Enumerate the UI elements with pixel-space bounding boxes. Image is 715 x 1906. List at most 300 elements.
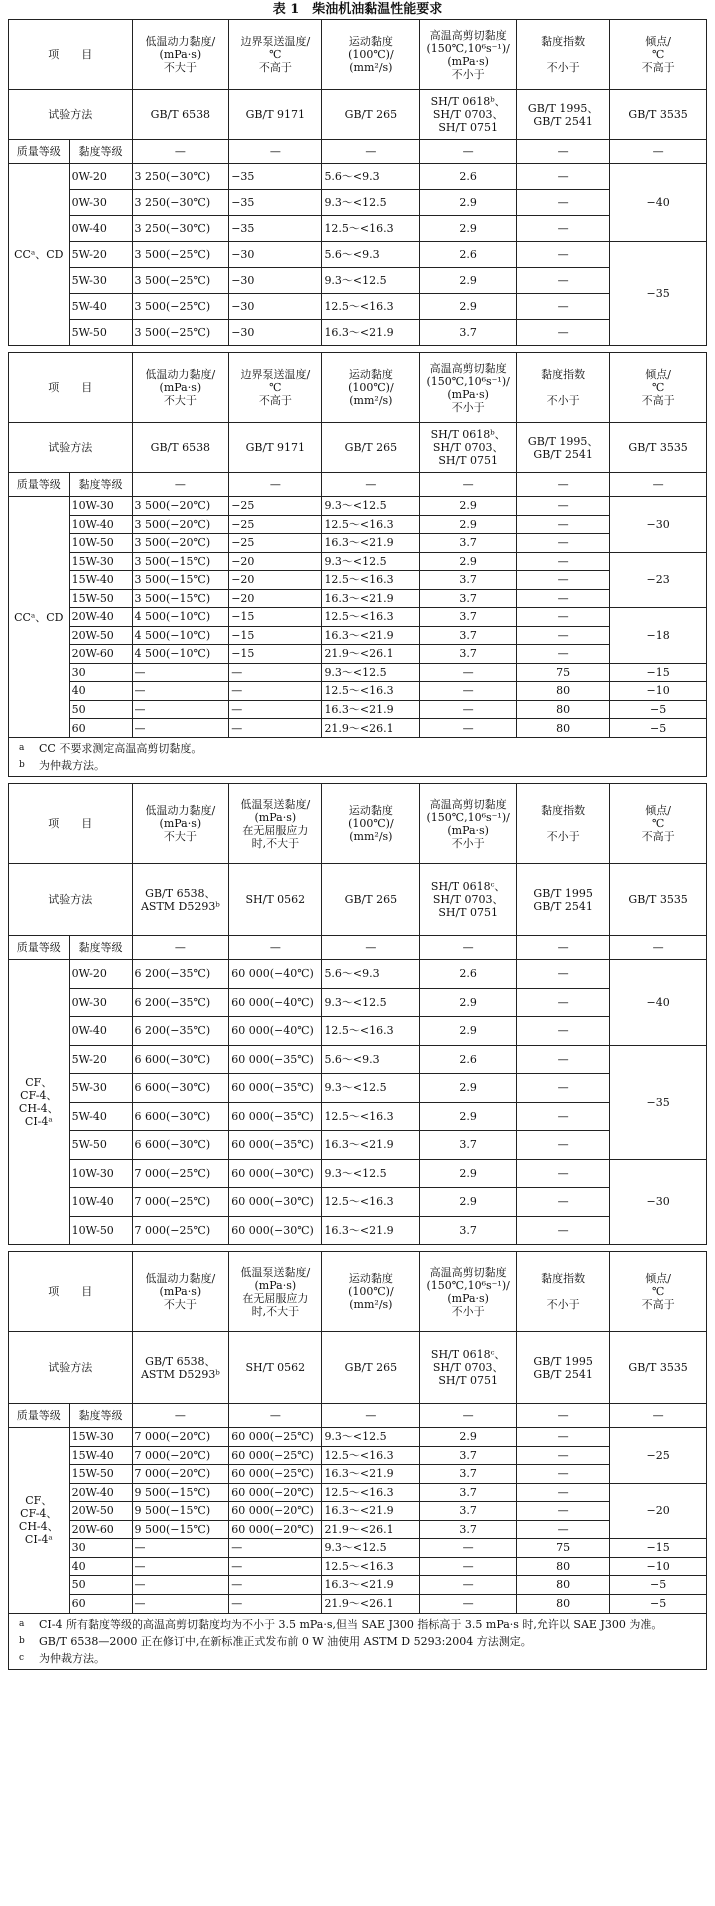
value-cell: 16.3～<21.9 (322, 1465, 420, 1484)
value-cell: 9 500(−15℃) (132, 1520, 229, 1539)
value-cell: — (517, 645, 610, 664)
value-cell: 3.7 (420, 1216, 517, 1245)
table-row (9, 1017, 707, 1046)
dash-cell: — (322, 140, 420, 164)
viscosity-grade-cell: 10W-30 (69, 1159, 132, 1188)
table-row (9, 1576, 707, 1595)
value-cell: 2.9 (420, 268, 517, 294)
table-row (9, 663, 707, 682)
method-cell: SH/T 0562 (229, 1332, 322, 1404)
footnote-text: 为仲裁方法。 (39, 1651, 105, 1665)
value-cell: 2.6 (420, 1045, 517, 1074)
quality-grade-cell: CCᵃ、CD (9, 497, 70, 738)
spec-table (8, 19, 707, 346)
value-cell: 16.3～<21.9 (322, 1502, 420, 1521)
value-cell: — (132, 1594, 229, 1613)
table-title: 表 1 柴油机油黏温性能要求 (272, 2, 443, 17)
value-cell: 3 250(−30℃) (132, 190, 229, 216)
value-cell: 2.9 (420, 1017, 517, 1046)
viscosity-grade-cell: 5W-50 (69, 1131, 132, 1160)
value-cell: 3 500(−25℃) (132, 294, 229, 320)
viscosity-grade-cell: 60 (69, 719, 132, 738)
value-cell: — (517, 1188, 610, 1217)
header-cell: 边界泵送温度/ ℃ 不高于 (229, 20, 322, 90)
value-cell: — (420, 1557, 517, 1576)
value-cell: 6 200(−35℃) (132, 988, 229, 1017)
header-cell: 高温高剪切黏度 (150℃,10⁶s⁻¹)/ (mPa·s) 不小于 (420, 20, 517, 90)
table-row (9, 497, 707, 516)
value-cell: 9.3～<12.5 (322, 552, 420, 571)
table-row (9, 1102, 707, 1131)
quality-grade-label: 质量等级 (9, 1404, 70, 1428)
value-cell: 60 000(−20℃) (229, 1520, 322, 1539)
spec-table (8, 1251, 707, 1614)
value-cell: 60 000(−40℃) (229, 960, 322, 989)
viscosity-grade-cell: 20W-50 (69, 626, 132, 645)
method-row (9, 1332, 707, 1404)
value-cell: — (517, 1483, 610, 1502)
table-row (9, 700, 707, 719)
value-cell: — (132, 1539, 229, 1558)
pour-point-cell: −5 (610, 719, 707, 738)
value-cell: 3.7 (420, 534, 517, 553)
footnotes (8, 1614, 707, 1670)
value-cell: — (517, 1502, 610, 1521)
method-cell: GB/T 3535 (610, 423, 707, 473)
value-cell: 7 000(−20℃) (132, 1446, 229, 1465)
value-cell: 60 000(−35℃) (229, 1131, 322, 1160)
value-cell: 80 (517, 719, 610, 738)
method-cell: GB/T 3535 (610, 1332, 707, 1404)
footnote (13, 1616, 702, 1633)
grade-label-row (9, 936, 707, 960)
value-cell: 75 (517, 1539, 610, 1558)
header-row (9, 784, 707, 864)
header-cell: 倾点/ ℃ 不高于 (610, 353, 707, 423)
pour-point-cell: −10 (610, 682, 707, 701)
value-cell: 60 000(−40℃) (229, 988, 322, 1017)
value-cell: 60 000(−35℃) (229, 1074, 322, 1103)
value-cell: 16.3～<21.9 (322, 589, 420, 608)
pour-point-cell: −35 (610, 1045, 707, 1159)
value-cell: 3.7 (420, 626, 517, 645)
dash-cell: — (322, 936, 420, 960)
footnote (13, 740, 702, 757)
value-cell: 3 250(−30℃) (132, 216, 229, 242)
value-cell: 3 500(−25℃) (132, 268, 229, 294)
dash-cell: — (229, 140, 322, 164)
value-cell: — (229, 682, 322, 701)
table-row (9, 1159, 707, 1188)
pour-point-cell: −15 (610, 1539, 707, 1558)
value-cell: — (517, 552, 610, 571)
method-cell: SH/T 0618ᶜ、 SH/T 0703、 SH/T 0751 (420, 1332, 517, 1404)
table-row (9, 552, 707, 571)
viscosity-grade-cell: 50 (69, 1576, 132, 1595)
value-cell: 7 000(−25℃) (132, 1216, 229, 1245)
grade-label-row (9, 140, 707, 164)
value-cell: 7 000(−25℃) (132, 1188, 229, 1217)
value-cell: — (517, 534, 610, 553)
viscosity-grade-cell: 15W-50 (69, 1465, 132, 1484)
value-cell: 16.3～<21.9 (322, 700, 420, 719)
viscosity-grade-cell: 60 (69, 1594, 132, 1613)
table-row (9, 988, 707, 1017)
value-cell: — (229, 663, 322, 682)
value-cell: 3.7 (420, 571, 517, 590)
value-cell: 60 000(−30℃) (229, 1159, 322, 1188)
footnote-mark: c (19, 1652, 25, 1663)
viscosity-grade-cell: 10W-40 (69, 515, 132, 534)
quality-grade-cell: CCᵃ、CD (9, 164, 70, 346)
viscosity-grade-cell: 40 (69, 1557, 132, 1576)
header-cell: 倾点/ ℃ 不高于 (610, 1252, 707, 1332)
value-cell: 12.5～<16.3 (322, 1188, 420, 1217)
value-cell: 7 000(−20℃) (132, 1428, 229, 1447)
dash-cell: — (517, 936, 610, 960)
value-cell: −20 (229, 552, 322, 571)
method-row (9, 423, 707, 473)
method-label-cell: 试验方法 (9, 423, 133, 473)
header-cell: 低温动力黏度/ (mPa·s) 不大于 (132, 1252, 229, 1332)
value-cell: — (132, 1557, 229, 1576)
value-cell: 3 500(−20℃) (132, 497, 229, 516)
table-row (9, 534, 707, 553)
viscosity-grade-cell: 0W-40 (69, 216, 132, 242)
value-cell: 80 (517, 682, 610, 701)
value-cell: 3 500(−20℃) (132, 534, 229, 553)
value-cell: 9 500(−15℃) (132, 1483, 229, 1502)
value-cell: 60 000(−20℃) (229, 1483, 322, 1502)
dash-cell: — (610, 936, 707, 960)
value-cell: — (517, 1465, 610, 1484)
value-cell: 80 (517, 1594, 610, 1613)
footnote-text: CC 不要求测定高温高剪切黏度。 (39, 742, 203, 755)
value-cell: 9.3～<12.5 (322, 190, 420, 216)
header-cell: 高温高剪切黏度 (150℃,10⁶s⁻¹)/ (mPa·s) 不小于 (420, 353, 517, 423)
method-label-cell: 试验方法 (9, 1332, 133, 1404)
value-cell: 12.5～<16.3 (322, 294, 420, 320)
method-cell: GB/T 1995 GB/T 2541 (517, 1332, 610, 1404)
viscosity-grade-cell: 10W-50 (69, 1216, 132, 1245)
viscosity-grade-cell: 0W-40 (69, 1017, 132, 1046)
table-row (9, 1465, 707, 1484)
table-row (9, 1428, 707, 1447)
value-cell: — (517, 571, 610, 590)
value-cell: 12.5～<16.3 (322, 1102, 420, 1131)
table-row (9, 1216, 707, 1245)
quality-grade-label: 质量等级 (9, 140, 70, 164)
pour-point-cell: −15 (610, 663, 707, 682)
viscosity-grade-cell: 50 (69, 700, 132, 719)
value-cell: −30 (229, 294, 322, 320)
method-cell: GB/T 6538、 ASTM D5293ᵇ (132, 1332, 229, 1404)
table-row (9, 626, 707, 645)
table-row (9, 1074, 707, 1103)
pour-point-cell: −35 (610, 242, 707, 346)
value-cell: 2.9 (420, 552, 517, 571)
value-cell: 16.3～<21.9 (322, 1131, 420, 1160)
item-label-cell: 项 目 (9, 353, 133, 423)
table-row (9, 719, 707, 738)
dash-cell: — (610, 140, 707, 164)
viscosity-grade-cell: 5W-30 (69, 268, 132, 294)
tables-container (0, 19, 715, 1670)
viscosity-grade-label: 黏度等级 (69, 473, 132, 497)
value-cell: 16.3～<21.9 (322, 534, 420, 553)
header-cell: 倾点/ ℃ 不高于 (610, 20, 707, 90)
value-cell: 4 500(−10℃) (132, 645, 229, 664)
spec-table (8, 352, 707, 738)
viscosity-grade-cell: 0W-30 (69, 190, 132, 216)
table-row (9, 1131, 707, 1160)
value-cell: −30 (229, 320, 322, 346)
item-label-cell: 项 目 (9, 784, 133, 864)
method-cell: GB/T 3535 (610, 90, 707, 140)
footnote (13, 1633, 702, 1650)
value-cell: 80 (517, 700, 610, 719)
value-cell: 5.6～<9.3 (322, 1045, 420, 1074)
method-cell: GB/T 6538 (132, 423, 229, 473)
viscosity-grade-cell: 20W-50 (69, 1502, 132, 1521)
viscosity-grade-cell: 15W-40 (69, 571, 132, 590)
quality-grade-label: 质量等级 (9, 936, 70, 960)
item-label-cell: 项 目 (9, 20, 133, 90)
value-cell: −20 (229, 571, 322, 590)
value-cell: 6 600(−30℃) (132, 1102, 229, 1131)
value-cell: — (420, 719, 517, 738)
viscosity-grade-cell: 5W-40 (69, 1102, 132, 1131)
method-label-cell: 试验方法 (9, 864, 133, 936)
value-cell: — (517, 497, 610, 516)
table-row (9, 515, 707, 534)
viscosity-grade-cell: 0W-20 (69, 960, 132, 989)
pour-point-cell: −25 (610, 1428, 707, 1484)
value-cell: 21.9～<26.1 (322, 645, 420, 664)
value-cell: — (517, 608, 610, 627)
table-row (9, 1520, 707, 1539)
value-cell: 6 600(−30℃) (132, 1074, 229, 1103)
method-cell: GB/T 1995、 GB/T 2541 (517, 423, 610, 473)
value-cell: 2.9 (420, 190, 517, 216)
viscosity-grade-cell: 20W-40 (69, 1483, 132, 1502)
pour-point-cell: −30 (610, 497, 707, 553)
value-cell: 12.5～<16.3 (322, 608, 420, 627)
header-cell: 倾点/ ℃ 不高于 (610, 784, 707, 864)
pour-point-cell: −5 (610, 700, 707, 719)
value-cell: −30 (229, 268, 322, 294)
value-cell: — (517, 1446, 610, 1465)
value-cell: — (517, 294, 610, 320)
value-cell: — (517, 1520, 610, 1539)
value-cell: 3.7 (420, 1483, 517, 1502)
value-cell: −35 (229, 216, 322, 242)
table-row (9, 1539, 707, 1558)
header-cell: 高温高剪切黏度 (150℃,10⁶s⁻¹)/ (mPa·s) 不小于 (420, 1252, 517, 1332)
value-cell: — (517, 626, 610, 645)
header-cell: 低温动力黏度/ (mPa·s) 不大于 (132, 20, 229, 90)
dash-cell: — (229, 1404, 322, 1428)
dash-cell: — (517, 473, 610, 497)
value-cell: 9.3～<12.5 (322, 1428, 420, 1447)
viscosity-grade-cell: 15W-40 (69, 1446, 132, 1465)
value-cell: — (132, 700, 229, 719)
table-row (9, 190, 707, 216)
value-cell: 2.9 (420, 1159, 517, 1188)
spec-table (8, 783, 707, 1245)
value-cell: −15 (229, 608, 322, 627)
value-cell: 12.5～<16.3 (322, 682, 420, 701)
value-cell: — (517, 216, 610, 242)
value-cell: — (517, 164, 610, 190)
method-cell: GB/T 9171 (229, 423, 322, 473)
value-cell: 3.7 (420, 1446, 517, 1465)
value-cell: 7 000(−25℃) (132, 1159, 229, 1188)
value-cell: — (517, 190, 610, 216)
value-cell: 6 600(−30℃) (132, 1045, 229, 1074)
value-cell: 9.3～<12.5 (322, 663, 420, 682)
value-cell: 4 500(−10℃) (132, 608, 229, 627)
table-row (9, 960, 707, 989)
value-cell: 2.9 (420, 988, 517, 1017)
value-cell: 16.3～<21.9 (322, 1576, 420, 1595)
header-cell: 黏度指数 不小于 (517, 1252, 610, 1332)
viscosity-grade-cell: 10W-30 (69, 497, 132, 516)
value-cell: — (132, 682, 229, 701)
value-cell: 5.6～<9.3 (322, 960, 420, 989)
dash-cell: — (322, 473, 420, 497)
table-row (9, 1594, 707, 1613)
viscosity-grade-cell: 15W-30 (69, 552, 132, 571)
value-cell: 2.9 (420, 294, 517, 320)
value-cell: −25 (229, 515, 322, 534)
viscosity-grade-cell: 5W-30 (69, 1074, 132, 1103)
value-cell: 12.5～<16.3 (322, 1017, 420, 1046)
value-cell: 2.9 (420, 1428, 517, 1447)
value-cell: 3.7 (420, 1502, 517, 1521)
viscosity-grade-cell: 40 (69, 682, 132, 701)
value-cell: — (229, 700, 322, 719)
viscosity-grade-label: 黏度等级 (69, 140, 132, 164)
value-cell: 2.6 (420, 164, 517, 190)
value-cell: — (517, 1428, 610, 1447)
method-cell: GB/T 3535 (610, 864, 707, 936)
value-cell: 16.3～<21.9 (322, 626, 420, 645)
footnote-mark: b (19, 760, 25, 770)
value-cell: 2.9 (420, 497, 517, 516)
table-row (9, 589, 707, 608)
value-cell: 60 000(−40℃) (229, 1017, 322, 1046)
value-cell: 80 (517, 1576, 610, 1595)
value-cell: — (517, 1045, 610, 1074)
value-cell: 12.5～<16.3 (322, 515, 420, 534)
value-cell: — (420, 663, 517, 682)
value-cell: 5.6～<9.3 (322, 242, 420, 268)
method-cell: SH/T 0562 (229, 864, 322, 936)
dash-cell: — (420, 1404, 517, 1428)
value-cell: 60 000(−20℃) (229, 1502, 322, 1521)
value-cell: 3.7 (420, 1520, 517, 1539)
value-cell: 3.7 (420, 589, 517, 608)
method-row (9, 864, 707, 936)
value-cell: 2.9 (420, 515, 517, 534)
value-cell: 21.9～<26.1 (322, 1594, 420, 1613)
value-cell: — (517, 1131, 610, 1160)
value-cell: 3 500(−25℃) (132, 242, 229, 268)
table-row (9, 1557, 707, 1576)
viscosity-grade-label: 黏度等级 (69, 936, 132, 960)
header-cell: 黏度指数 不小于 (517, 784, 610, 864)
footnote-text: CI-4 所有黏度等级的高温高剪切黏度均为不小于 3.5 mPa·s,但当 SAE J300 指标高于 3.5 mPa·s 时,允许以 SAE J300 为准。 (39, 1617, 663, 1631)
value-cell: 3 500(−15℃) (132, 589, 229, 608)
method-cell: GB/T 9171 (229, 90, 322, 140)
value-cell: 3 500(−15℃) (132, 571, 229, 590)
value-cell: 60 000(−25℃) (229, 1428, 322, 1447)
method-label-cell: 试验方法 (9, 90, 133, 140)
value-cell: −25 (229, 534, 322, 553)
value-cell: — (517, 1159, 610, 1188)
dash-cell: — (322, 1404, 420, 1428)
value-cell: — (229, 1557, 322, 1576)
viscosity-grade-cell: 5W-20 (69, 242, 132, 268)
table-row (9, 1446, 707, 1465)
value-cell: 21.9～<26.1 (322, 719, 420, 738)
value-cell: 2.9 (420, 1074, 517, 1103)
table-row (9, 164, 707, 190)
value-cell: −30 (229, 242, 322, 268)
header-row (9, 353, 707, 423)
value-cell: 3 250(−30℃) (132, 164, 229, 190)
value-cell: −25 (229, 497, 322, 516)
dash-cell: — (517, 140, 610, 164)
header-cell: 边界泵送温度/ ℃ 不高于 (229, 353, 322, 423)
footnote-text: 为仲裁方法。 (39, 759, 105, 772)
header-cell: 运动黏度 (100℃)/ (mm²/s) (322, 1252, 420, 1332)
value-cell: — (517, 589, 610, 608)
grade-label-row (9, 1404, 707, 1428)
table-row (9, 1483, 707, 1502)
value-cell: 60 000(−35℃) (229, 1102, 322, 1131)
value-cell: 75 (517, 663, 610, 682)
viscosity-grade-cell: 20W-60 (69, 645, 132, 664)
pour-point-cell: −10 (610, 1557, 707, 1576)
method-cell: SH/T 0618ᶜ、 SH/T 0703、 SH/T 0751 (420, 864, 517, 936)
table-row (9, 645, 707, 664)
value-cell: 2.9 (420, 1102, 517, 1131)
header-cell: 运动黏度 (100℃)/ (mm²/s) (322, 784, 420, 864)
footnote-mark: a (19, 743, 25, 753)
dash-cell: — (132, 1404, 229, 1428)
viscosity-grade-cell: 10W-50 (69, 534, 132, 553)
viscosity-grade-label: 黏度等级 (69, 1404, 132, 1428)
header-cell: 运动黏度 (100℃)/ (mm²/s) (322, 20, 420, 90)
value-cell: 9.3～<12.5 (322, 497, 420, 516)
value-cell: 12.5～<16.3 (322, 1483, 420, 1502)
value-cell: — (517, 242, 610, 268)
table-row (9, 1188, 707, 1217)
dash-cell: — (610, 473, 707, 497)
table-row (9, 242, 707, 268)
method-row (9, 90, 707, 140)
viscosity-grade-cell: 15W-30 (69, 1428, 132, 1447)
value-cell: — (420, 1594, 517, 1613)
header-cell: 高温高剪切黏度 (150℃,10⁶s⁻¹)/ (mPa·s) 不小于 (420, 784, 517, 864)
value-cell: — (420, 682, 517, 701)
header-cell: 黏度指数 不小于 (517, 353, 610, 423)
value-cell: — (517, 1102, 610, 1131)
value-cell: 2.6 (420, 960, 517, 989)
table-row (9, 608, 707, 627)
